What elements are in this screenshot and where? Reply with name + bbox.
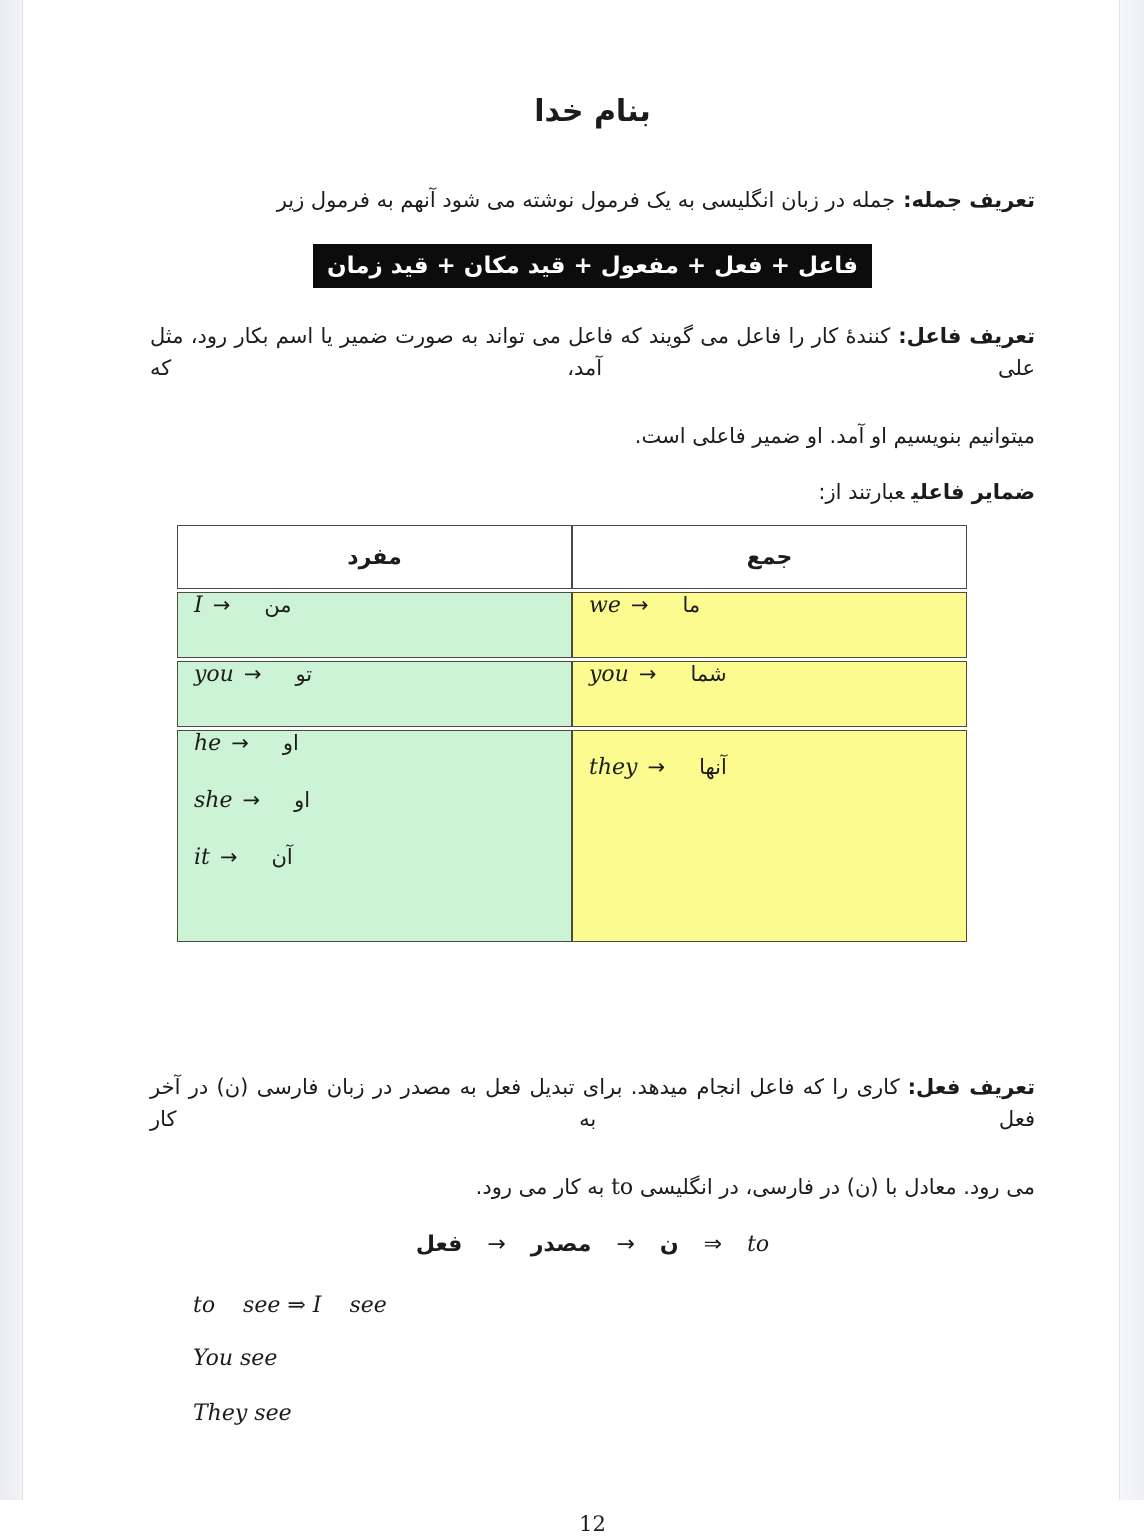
pronoun-persian: آن: [271, 845, 293, 869]
pronoun-pair: [194, 731, 571, 756]
page-right-edge: [1119, 0, 1144, 1500]
subject-definition-text: کنندهٔ کار را فاعل می گویند که فاعل می تواند به صورت ضمیر یا اسم بکار رود، مثل علی آمد، که: [150, 324, 1035, 380]
right-arrow-icon: →: [630, 593, 649, 617]
sentence-definition-text: جمله در زبان انگلیسی به یک فرمول نوشته می شود آنهم به فرمول زیر: [276, 188, 896, 212]
formula-part: مصدر: [530, 1232, 592, 1257]
verb-definition-line2: [150, 1171, 1035, 1204]
right-arrow-icon: →: [243, 662, 262, 686]
right-arrow-icon: →: [638, 662, 657, 686]
right-arrow-icon: →: [219, 845, 238, 869]
pronoun-table-header-row: [177, 525, 967, 589]
pronoun-pair: [194, 662, 571, 687]
verb-line2-english: to: [611, 1175, 634, 1200]
subject-definition-line1: [150, 320, 1035, 384]
plural-cell: [572, 730, 967, 942]
pronoun-pair: [194, 788, 571, 813]
right-arrow-icon: →: [212, 593, 231, 617]
subject-definition-term: تعریف فاعل:: [898, 324, 1035, 348]
pronoun-english: you: [589, 662, 629, 687]
singular-cell: [177, 592, 572, 658]
pronoun-pair: [589, 593, 966, 618]
double-arrow-icon: ⇒: [703, 1232, 723, 1257]
formula-english: to: [747, 1232, 770, 1257]
verb-definition-term: تعریف فعل:: [907, 1075, 1035, 1099]
singular-cell: [177, 661, 572, 727]
subject-definition-line2: میتوانیم بنویسیم او آمد. او ضمیر فاعلی است.: [634, 424, 1035, 448]
right-arrow-icon: →: [616, 1232, 635, 1257]
pronoun-table-row: [177, 661, 967, 727]
subject-pronouns-lead: [150, 476, 1035, 508]
verb-definition-text: کاری را که فاعل انجام میدهد. برای تبدیل فعل به مصدر در زبان فارسی (ن) در آخر فعل به کار: [150, 1075, 1035, 1131]
pronoun-pair: [589, 662, 966, 687]
pronoun-persian: آنها: [699, 755, 727, 779]
pronoun-english: he: [194, 731, 222, 756]
page-content: [150, 0, 1035, 1536]
subject-pronouns-lead-bold: ضمایر فاعلی: [911, 480, 1035, 504]
sentence-formula-text: فاعل + فعل + مفعول + قید مکان + قید زمان: [327, 253, 858, 279]
pronoun-english: they: [589, 755, 638, 780]
example-line: They see: [193, 1401, 292, 1426]
sentence-definition-term: تعریف جمله:: [903, 188, 1035, 212]
example-line: You see: [193, 1346, 278, 1371]
right-arrow-icon: →: [242, 788, 261, 812]
pronoun-persian: ما: [682, 593, 701, 617]
pronoun-pair: [589, 755, 966, 780]
formula-part: ن: [659, 1232, 679, 1257]
pronoun-table-row: [177, 730, 967, 942]
document-title: بنام خدا: [534, 94, 651, 129]
pronoun-english: she: [194, 788, 233, 813]
pronoun-persian: شما: [690, 662, 727, 686]
pronoun-table-row: [177, 592, 967, 658]
page-left-edge: [0, 0, 23, 1500]
formula-part: فعل: [415, 1232, 463, 1257]
right-arrow-icon: →: [231, 731, 249, 755]
pronoun-english: I: [194, 593, 203, 618]
pronoun-english: it: [194, 845, 210, 870]
verb-formula: [150, 1232, 1035, 1257]
sentence-definition: [150, 184, 1035, 216]
page-number: 12: [579, 1512, 606, 1536]
right-arrow-icon: →: [647, 755, 666, 779]
pronoun-table: [177, 522, 967, 945]
sentence-formula-box: [313, 244, 872, 288]
pronoun-english: we: [589, 593, 621, 618]
subject-pronouns-lead-rest: عبارتند از:: [818, 480, 905, 504]
verb-line2-prefix: می رود. معادل با (ن) در فارسی، در انگلیسی: [633, 1175, 1035, 1199]
pronoun-english: you: [194, 662, 234, 687]
header-plural-cell: جمع: [572, 525, 967, 589]
pronoun-pair: [194, 845, 571, 870]
plural-cell: [572, 592, 967, 658]
pronoun-persian: تو: [295, 662, 313, 686]
pronoun-persian: او: [294, 788, 311, 812]
plural-cell: [572, 661, 967, 727]
singular-cell: [177, 730, 572, 942]
header-singular-cell: مفرد: [177, 525, 572, 589]
verb-definition-line1: [150, 1071, 1035, 1135]
pronoun-persian: او: [282, 731, 299, 755]
pronoun-persian: من: [264, 593, 292, 617]
example-line: to see ⇒ I see: [193, 1293, 387, 1318]
right-arrow-icon: →: [487, 1232, 506, 1257]
verb-line2-suffix: به کار می رود.: [475, 1175, 612, 1199]
pronoun-pair: [194, 593, 571, 618]
